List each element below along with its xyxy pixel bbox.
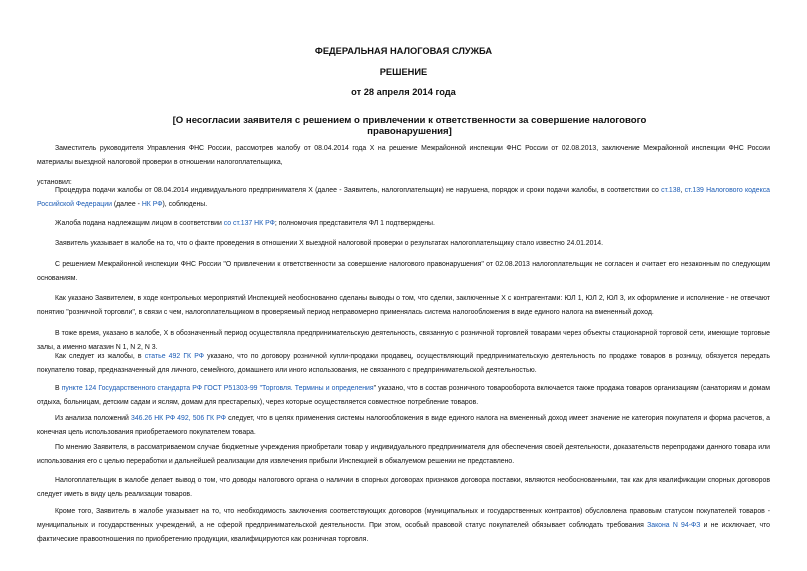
paragraph-gost-standard — [37, 382, 770, 410]
paragraph-text: " указано, что в состав розничного товарооборота включается также продажа товаров организациям (санаториям и домам отдыха, больницам, детским садам и яслям, домам для престарелых), через которые осуществляется совместное потребление товаров. — [37, 385, 770, 406]
link-tax-civil-codes[interactable]: 346.26 НК РФ 492, 506 ГК РФ — [131, 415, 226, 422]
paragraph-procedure — [37, 184, 770, 212]
paragraph-complaint-filed — [37, 217, 770, 231]
paragraph-text: Из анализа положений — [55, 415, 132, 422]
paragraph-text: Кроме того, Заявитель в жалобе указывает на то, что необходимость заключения соответствующих договоров (муниципальных и государственных контрактов) обусловлена правовым статусом покупателей товаров - муниципальных и государственных учреждений, а не сферой предпринимательской деятельности. При этом, особый правовой статус покупателей обязывает соблюдать требования — [37, 508, 770, 529]
paragraph-retail-activity: В тоже время, указано в жалобе, Х в обозначенный период осуществляла предпринимательскую деятельность, связанную с розничной торговлей товарами через объекты стационарной торговой сети, имеющие торговые залы, а именно магазин N 1, N 2, N 3. — [37, 330, 770, 351]
paragraph-text: и не исключает, что фактические правоотношения по приобретению продукции, квалифицируются как розничная торговля. — [37, 522, 770, 543]
document-type: РЕШЕНИЕ — [379, 67, 428, 77]
paragraph-established: установил: — [37, 179, 72, 186]
paragraph-text: указано, что по договору розничной купли-продажи продавец, осуществляющий предпринимательскую деятельность по продаже товаров в розницу, обязуется передать покупателю товар, предназначенный для личного, семейного, домашнего или иного использования, не связанного с предпринимательской деятельностью. — [37, 353, 770, 374]
link-art-138[interactable]: ст.138 — [661, 187, 681, 194]
paragraph-text: Как следует из жалобы, в — [55, 353, 145, 360]
document-subject: [О несогласии заявителя с решением о привлечении к ответственности за совершение налогового правонарушения] — [172, 115, 647, 137]
paragraph-text: В — [55, 385, 62, 392]
paragraph-applicant-notice: Заявитель указывает в жалобе на то, что о факте проведения в отношении Х выездной налоговой проверки о результатах налогоплательщику стало известно 24.01.2014. — [55, 240, 604, 247]
paragraph-text: Жалоба подана надлежащим лицом в соответствии — [55, 220, 224, 227]
paragraph-text: Процедура подачи жалобы от 08.04.2014 индивидуального предпринимателя Х (далее - Заявитель, налогоплательщик) не нарушена, порядок и сроки подачи жалобы, в соответствии со — [55, 187, 662, 194]
link-tax-code[interactable]: НК РФ — [141, 201, 163, 208]
link-gost-r51303[interactable]: пункте 124 Государственного стандарта РФ ГОСТ Р51303-99 "Торговля. Термины и определения — [61, 385, 374, 392]
paragraph-text: ), соблюдены. — [162, 201, 208, 208]
paragraph-disagreement: С решением Межрайонной инспекции ФНС России "О привлечении к ответственности за совершение налогового правонарушения" от 02.08.2013 налогоплательщик не согласен и считает его незаконным по следующим основаниям. — [37, 261, 770, 282]
agency-title: ФЕДЕРАЛЬНАЯ НАЛОГОВАЯ СЛУЖБА — [314, 46, 493, 56]
link-civil-code-492[interactable]: статье 492 ГК РФ — [144, 353, 204, 360]
document-date: от 28 апреля 2014 года — [351, 87, 456, 97]
paragraph-budget-institutions: По мнению Заявителя, в рассматриваемом случае бюджетные учреждения приобретали товар у индивидуального предпринимателя для обеспечения своей деятельности, доказательств перепродажи данного товара или использования его с целью переработки и дальнейшей реализации для извлечения прибыли Инспекцией в обжалуемом решении не представлено. — [37, 444, 770, 465]
paragraph-text: следует, что в целях применения системы налогообложения в виде единого налога на вмененный доход имеет значение не категория покупателя и форма расчетов, а конечная цель использования приобретаемого покупателем товара. — [37, 415, 770, 436]
paragraph-text: ; полномочия представителя ФЛ 1 подтверждены. — [274, 220, 435, 227]
paragraph-civil-code-492 — [37, 350, 770, 378]
paragraph-retail-deals: Как указано Заявителем, в ходе контрольных мероприятий Инспекцией необоснованно сделаны выводы о том, что сделки, заключенные Х с контрагентами: ЮЛ 1, ЮЛ 2, ЮЛ 3, их оформление и исполнение - не отвечают понятию "розничной торговли", в связи с чем, налогоплательщиком в проверяемый период неправомерно применялась система налогообложения в виде единого налога на вмененный доход. — [37, 295, 770, 316]
link-law-94-fz[interactable]: Закона N 94-ФЗ — [647, 522, 701, 529]
paragraph-contracts — [37, 505, 770, 547]
paragraph-supply-contract: Налогоплательщик в жалобе делает вывод о том, что доводы налогового органа о наличии в спорных договорах признаков договора поставки, являются необоснованными, так как для квалификации спорных договоров следует иметь в виду цель реализации товаров. — [37, 477, 770, 498]
paragraph-analysis — [37, 412, 770, 440]
link-art-139-tax-code[interactable]: ст.139 Налогового кодекса Российской Федерации — [37, 187, 770, 208]
paragraph-text: (далее - — [111, 201, 142, 208]
link-art-137[interactable]: со ст.137 НК РФ — [223, 220, 275, 227]
paragraph-text: , — [680, 187, 685, 194]
paragraph-intro: Заместитель руководителя Управления ФНС России, рассмотрев жалобу от 08.04.2014 года Х на решение Межрайонной инспекции ФНС России от 02.08.2013, заключение Межрайонной инспекции ФНС России материалы выездной налоговой проверки в отношении налогоплательщика, — [37, 145, 770, 166]
